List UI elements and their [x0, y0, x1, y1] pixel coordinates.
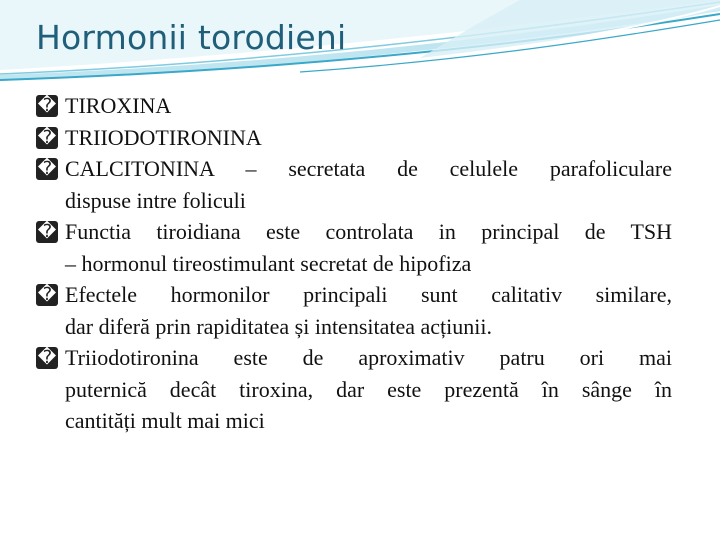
bullet-list	[36, 90, 672, 437]
bullet-marker-icon: �	[37, 221, 57, 242]
bullet-item	[36, 342, 672, 437]
bullet-item	[36, 216, 672, 279]
bullet-marker-icon: �	[37, 347, 57, 368]
bullet-marker-icon: �	[37, 158, 57, 179]
bullet-text-line: cantități mult mai mici	[65, 408, 265, 433]
bullet-text-line: Functia tiroidiana este controlata in principal de TSH	[65, 219, 672, 244]
bullet-item	[36, 122, 672, 154]
bullet-text-line: CALCITONINA – secretata de celulele parafoliculare	[65, 156, 672, 181]
bullet-marker-icon: �	[37, 126, 57, 148]
slide-title: Hormonii torodieni	[36, 18, 347, 57]
bullet-marker-icon: �	[37, 284, 57, 305]
bullet-text-line: TRIIODOTIRONINA	[65, 124, 262, 150]
bullet-text-line: dar diferă prin rapiditatea și intensitatea acțiunii.	[65, 313, 492, 339]
bullet-item	[36, 279, 672, 342]
bullet-text-line: puternică decât tiroxina, dar este prezentă în sânge în	[65, 376, 672, 402]
bullet-text-line: – hormonul tireostimulant secretat de hipofiza	[65, 250, 472, 276]
bullet-marker-icon: �	[37, 95, 57, 116]
bullet-text-line: TIROXINA	[65, 93, 172, 118]
bullet-text-line: Triiodotironina este de aproximativ patru ori mai	[65, 345, 672, 370]
bullet-text-line: Efectele hormonilor principali sunt calitativ similare,	[65, 282, 672, 307]
bullet-item	[36, 153, 672, 216]
bullet-text-line: dispuse intre foliculi	[65, 187, 246, 213]
bullet-item	[36, 90, 672, 122]
